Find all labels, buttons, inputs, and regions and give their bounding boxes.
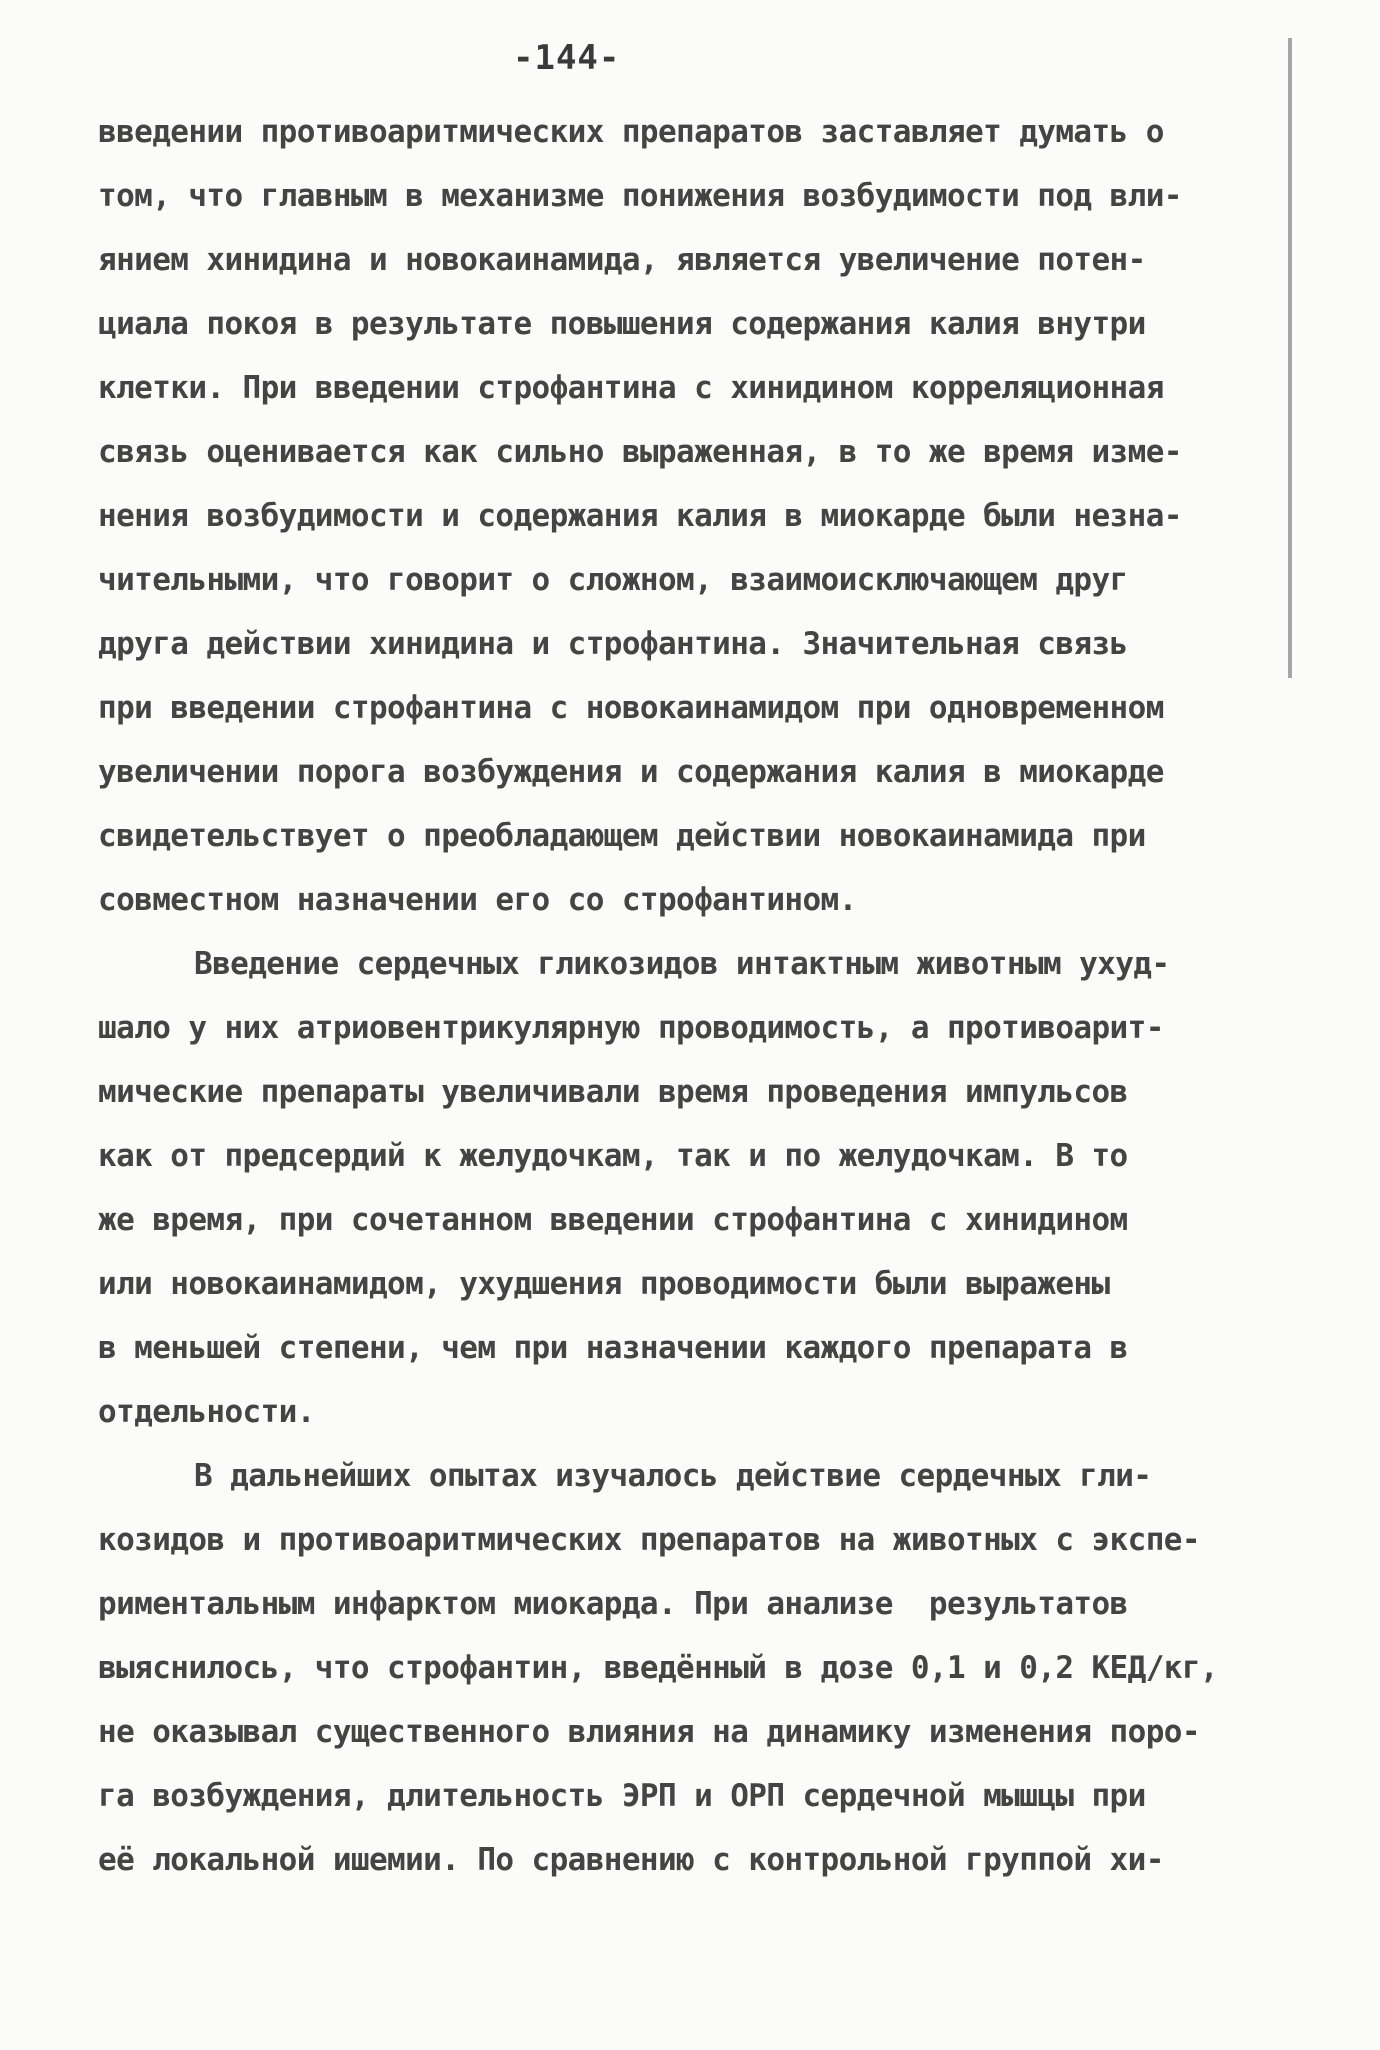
text-line: свидетельствует о преобладающем действии новокаинамида при <box>98 818 1146 854</box>
text-line: том, что главным в механизме понижения возбудимости под вли- <box>98 178 1182 214</box>
text-line: Введение сердечных гликозидов интактным животным ухуд- <box>194 946 1170 982</box>
text-line: мические препараты увеличивали время проведения импульсов <box>98 1074 1128 1110</box>
text-line: янием хинидина и новокаинамида, является увеличение потен- <box>98 242 1146 278</box>
text-line: козидов и противоаритмических препаратов на животных с экспе- <box>98 1522 1200 1558</box>
text-line: не оказывал существенного влияния на динамику изменения поро- <box>98 1714 1200 1750</box>
text-line: В дальнейших опытах изучалось действие сердечных гли- <box>194 1458 1152 1494</box>
text-line: отдельности. <box>98 1394 315 1430</box>
text-line: друга действии хинидина и строфантина. Значительная связь <box>98 626 1128 662</box>
body-text <box>98 100 1278 1892</box>
text-line: циала покоя в результате повышения содержания калия внутри <box>98 306 1146 342</box>
text-line: её локальной ишемии. По сравнению с контрольной группой хи- <box>98 1842 1164 1878</box>
text-line: связь оценивается как сильно выраженная, в то же время изме- <box>98 434 1182 470</box>
text-line: же время, при сочетанном введении строфантина с хинидином <box>98 1202 1128 1238</box>
margin-rule <box>1288 38 1292 678</box>
page-number: -144- <box>513 38 621 78</box>
text-line: нения возбудимости и содержания калия в миокарде были незна- <box>98 498 1182 534</box>
text-line: совместном назначении его со строфантином. <box>98 882 857 918</box>
text-line: или новокаинамидом, ухудшения проводимости были выражены <box>98 1266 1110 1302</box>
text-line: увеличении порога возбуждения и содержания калия в миокарде <box>98 754 1164 790</box>
text-line: чительными, что говорит о сложном, взаимоисключающем друг <box>98 562 1128 598</box>
text-line: га возбуждения, длительность ЭРП и ОРП сердечной мышцы при <box>98 1778 1146 1814</box>
text-line: в меньшей степени, чем при назначении каждого препарата в <box>98 1330 1128 1366</box>
text-line: как от предсердий к желудочкам, так и по желудочкам. В то <box>98 1138 1128 1174</box>
text-line: выяснилось, что строфантин, введённый в дозе 0,1 и 0,2 КЕД/кг, <box>98 1650 1218 1686</box>
text-line: введении противоаритмических препаратов заставляет думать о <box>98 114 1164 150</box>
text-line: клетки. При введении строфантина с хинидином корреляционная <box>98 370 1164 406</box>
text-line: шало у них атриовентрикулярную проводимость, а противоарит- <box>98 1010 1164 1046</box>
text-line: риментальным инфарктом миокарда. При анализе результатов <box>98 1586 1128 1622</box>
text-line: при введении строфантина с новокаинамидом при одновременном <box>98 690 1164 726</box>
